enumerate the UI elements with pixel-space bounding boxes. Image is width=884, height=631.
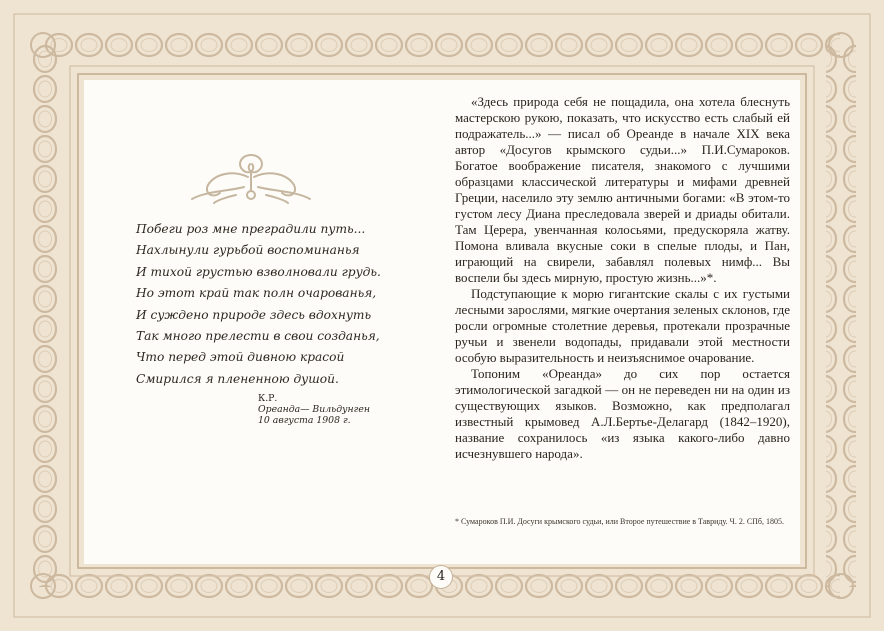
poem-line: Так много прелести в свои созданья, bbox=[136, 329, 380, 344]
poem-line: Побеги роз мне преградили путь... bbox=[136, 222, 366, 236]
page-number: 4 bbox=[429, 565, 453, 589]
poem-line: Нахлынули гурьбой воспоминанья bbox=[136, 243, 360, 258]
poem-line: И суждено природе здесь вдохнуть bbox=[136, 307, 372, 322]
prose-paragraph: Топоним «Ореанда» до сих пор остается этимологической загадкой — он не переведен ни на один из существующих языков. Возможно, как предполагал известный крымовед А.Л.Бертье-Делагард (1842–1920), название сохранилось «из языка какого-либо давно исчезнувшего народа». bbox=[455, 366, 790, 461]
poem-line: И тихой грустью взволновали грудь. bbox=[136, 264, 381, 279]
footnote: * Сумароков П.И. Досуги крымского судьи, или Второе путешествие в Тавриду. Ч. 2. СПб, 1805. bbox=[455, 517, 784, 526]
poem-line: Но этот край так полн очарованья, bbox=[136, 286, 377, 301]
poem-line: Смирился я плененною душой. bbox=[136, 371, 339, 386]
poem-author: К.Р. bbox=[258, 393, 278, 404]
floral-ornament-icon bbox=[186, 147, 316, 207]
prose-paragraph: Подступающие к морю гигантские скалы с их густыми лесными зарослями, мягкие очертания зеленых склонов, где росли огромные столетние деревья, протекали прозрачные ручьи и звенели водопады, придавали этой местности особую выразительность и неизъяснимое очарование. bbox=[455, 286, 790, 365]
poem bbox=[136, 219, 416, 390]
poem-line: Что перед этой дивною красой bbox=[136, 350, 345, 365]
poem-place: Ореанда— Вильдунген bbox=[258, 404, 370, 415]
prose-text bbox=[455, 94, 790, 462]
poem-date: 10 августа 1908 г. bbox=[258, 415, 351, 426]
poem-signature bbox=[258, 393, 418, 426]
prose-paragraph: «Здесь природа себя не пощадила, она хотела блеснуть мастерскою рукою, показать, что искусство есть слабый ей подражатель...» — писал об Ореанде в начале XIX века автор «Досугов крымского судьи...» П.И.Сумароков. Богатое воображение писателя, знакомого с лучшими образцами классической литературы и мифами древней Греции, населило эту землю античными богами: «В этом-то густом лесу Диана преследовала зверей и дриады обитали. Там Церера, увенчанная колосьями, предускоряла жатву. Помона вливала вкусные соки в спелые плоды, и Пан, играющий на свирели, забавлял полевых нимф... Вы воспели бы здесь мирную, простую жизнь...»*. bbox=[455, 94, 790, 285]
